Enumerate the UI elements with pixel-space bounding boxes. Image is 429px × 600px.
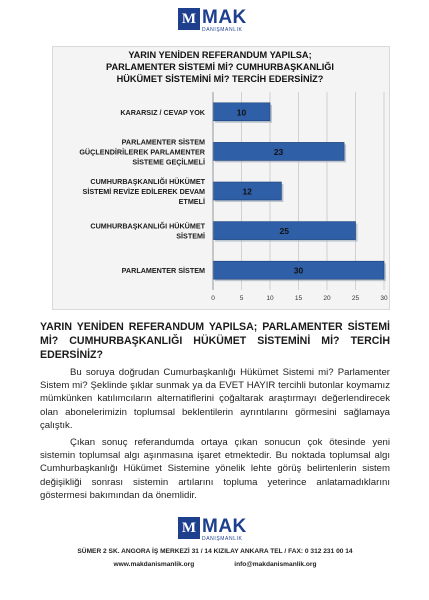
brand-logo-mark: M	[178, 8, 200, 30]
category-label: SİSTEMİ REVİZE EDİLEREK DEVAM	[82, 187, 205, 196]
data-label: 30	[293, 265, 304, 276]
chart-title-line: HÜKÜMET SİSTEMİNİ Mİ? TERCİH EDERSİNİZ?	[116, 74, 324, 84]
x-tick-label: 20	[323, 295, 331, 302]
x-tick-label: 15	[294, 295, 303, 302]
x-tick-label: 30	[380, 295, 388, 302]
data-label: 23	[273, 146, 284, 157]
footer-website-link[interactable]: www.makdanismanlik.org	[113, 561, 195, 568]
footer-links	[50, 561, 380, 568]
category-label: ETMELİ	[178, 197, 205, 206]
brand-name: MAK	[202, 7, 247, 28]
brand-logo-bottom	[178, 517, 247, 542]
brand-logo-mark: M	[178, 517, 200, 539]
category-label: KARARSIZ / CEVAP YOK	[120, 107, 205, 117]
data-label: 10	[236, 107, 247, 118]
data-label: 12	[242, 186, 252, 197]
chart-title-line: PARLAMENTER SİSTEMİ Mİ? CUMHURBAŞKANLIĞI	[106, 62, 334, 72]
x-tick-label: 25	[351, 295, 360, 302]
brand-tagline: DANIŞMANLIK	[202, 536, 243, 542]
brand-name: MAK	[202, 516, 247, 537]
data-label: 25	[279, 226, 289, 237]
article-paragraph-2: Çıkan sonuç referandumda ortaya çıkan sonucun çok ötesinde yeni sistemin toplumsal algı aşınmasına işaret etmektedir. Bu noktada toplumsal algı Cumhurbaşkanlığı Hükümet Sistemine yönelik lehte görüş belirtenlerin sistem değişikliği sonrası sistemin artılarını topluma yeterince anlatamadıklarını göstermesi bakımından da önemlidir.	[40, 437, 390, 501]
category-label: CUMHURBAŞKANLIĞI HÜKÜMET	[90, 221, 205, 231]
article-paragraph-1: Bu soruya doğrudan Cumurbaşkanlığı Hükümet Sistemi mi? Parlamenter Sistem mi? Şeklinde şıklar sunmak ya da EVET HAYIR tercihli butonlar koymamız mümkünken katılımcıların alternatiflerini çoğaltarak araştırmayı değerlendirecek olan abonelerimizin toplumsal beklentilerin ayrıntılarını görmesini sağlamaya çalıştık.	[40, 367, 390, 431]
category-label: GÜÇLENDİRİLEREK PARLAMENTER	[79, 147, 205, 157]
x-tick-label: 10	[266, 295, 274, 302]
x-tick-label: 5	[239, 295, 244, 302]
footer-address: SÜMER 2 SK. ANGORA İŞ MERKEZİ 31 / 14 KIZILAY ANKARA TEL / FAX: 0 312 231 00 14	[77, 548, 353, 555]
category-label: PARLAMENTER SİSTEM	[121, 266, 205, 276]
article-heading: YARIN YENİDEN REFERANDUM YAPILSA; PARLAMENTER SİSTEMİ Mİ? CUMHURBAŞKANLIĞI HÜKÜMET SİSTEMİNİ Mİ? TERCİH EDERSİNİZ?	[40, 321, 390, 361]
category-label: PARLAMENTER SİSTEM	[121, 137, 205, 147]
x-tick-label: 0	[211, 295, 215, 302]
category-label: SİSTEME GEÇİLMELİ	[132, 157, 205, 167]
chart-title-line: YARIN YENİDEN REFERANDUM YAPILSA;	[128, 50, 312, 60]
footer-email-link[interactable]: info@makdanismanlik.org	[234, 561, 317, 568]
category-label: CUMHURBAŞKANLIĞI HÜKÜMET	[90, 177, 205, 186]
category-label: SİSTEMİ	[176, 231, 205, 241]
brand-tagline: DANIŞMANLIK	[202, 27, 243, 33]
